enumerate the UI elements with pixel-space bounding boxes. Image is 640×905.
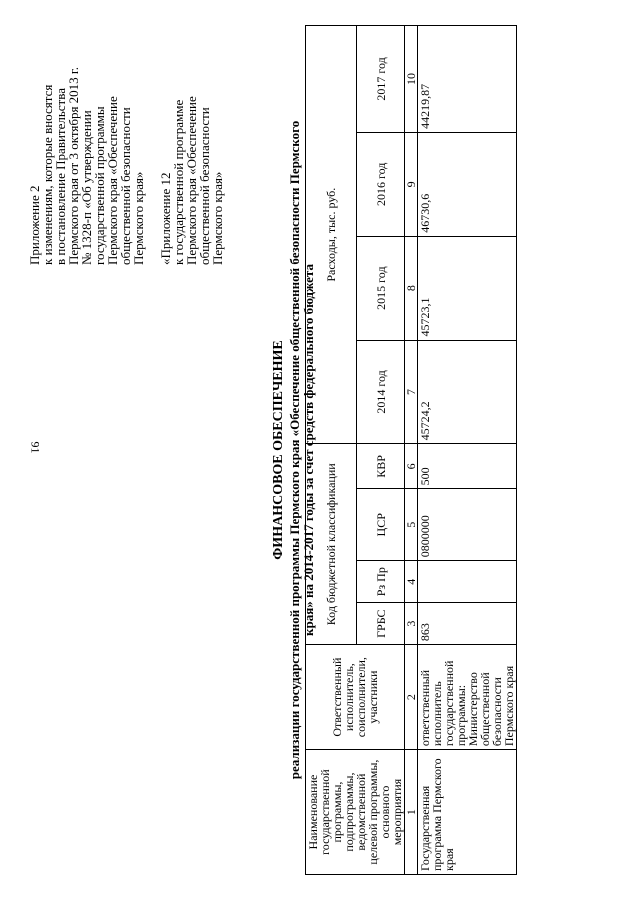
table-row [418, 26, 517, 875]
appendix-line: общественной безопасности [118, 107, 133, 265]
appendix-line: государственной программы [92, 106, 107, 265]
cell-grbs: 863 [418, 603, 517, 645]
appendix-line: «Приложение 12 [158, 172, 173, 265]
cell-2016: 46730,6 [418, 132, 517, 236]
column-number: 5 [405, 489, 418, 561]
title-heading: ФИНАНСОВОЕ ОБЕСПЕЧЕНИЕ [271, 340, 286, 560]
appendix-line: Приложение 2 [27, 185, 42, 265]
column-number: 4 [405, 561, 418, 603]
appendix-line: к государственной программе [171, 99, 186, 265]
appendix-line: общественной безопасности [197, 107, 212, 265]
header-executor: Ответственный исполнитель, соисполнители, участники [306, 645, 405, 750]
cell-2014: 45724,2 [418, 340, 517, 444]
cell-2015: 45723,1 [418, 236, 517, 340]
header-2014: 2014 год [357, 340, 405, 444]
cell-rzpr [418, 561, 517, 603]
column-number: 2 [405, 645, 418, 750]
column-number: 6 [405, 444, 418, 489]
appendix-note [28, 35, 224, 265]
financing-table [305, 25, 517, 875]
column-number: 3 [405, 603, 418, 645]
header-csr: ЦСР [357, 489, 405, 561]
cell-2017: 44219,87 [418, 26, 517, 133]
column-number: 9 [405, 132, 418, 236]
appendix-line: Пермского края» [131, 171, 146, 265]
header-2016: 2016 год [357, 132, 405, 236]
document-sheet [20, 15, 620, 885]
header-budget-code: Код бюджетной классификации [306, 444, 357, 645]
appendix-line: Пермского края» [210, 171, 225, 265]
column-number: 10 [405, 26, 418, 133]
appendix-line: Пермского края от 3 октября 2013 г. [66, 66, 81, 265]
cell-name: Государственная программа Пермского края [418, 750, 517, 875]
header-2017: 2017 год [357, 26, 405, 133]
header-grbs: ГРБС [357, 603, 405, 645]
cell-csr: 0800000 [418, 489, 517, 561]
appendix-line: к изменениям, которые вносятся [40, 84, 55, 265]
appendix-line: № 1328-п «Об утверждении [79, 110, 94, 265]
title-line-2: края» на 2014-2017 годы за счет средств федерального бюджета [301, 264, 316, 636]
page-number: 91 [28, 441, 43, 454]
column-number: 8 [405, 236, 418, 340]
cell-executor: ответственный исполнитель государственной программы: Министерство общественной безопасности Пермского края [418, 645, 517, 750]
column-number: 1 [405, 750, 418, 875]
header-2015: 2015 год [357, 236, 405, 340]
cell-kvr: 500 [418, 444, 517, 489]
header-rzpr: Рз Пр [357, 561, 405, 603]
appendix-line: Пермского края «Обеспечение [105, 96, 120, 265]
title-line-1: реализации государственной программы Пермского края «Обеспечение общественной безопасности Пермского [287, 120, 302, 780]
appendix-line: Пермского края «Обеспечение [184, 96, 199, 265]
header-kvr: КВР [357, 444, 405, 489]
header-name: Наименование государственной программы, подпрограммы, ведомственной целевой программы, основного мероприятия [306, 750, 405, 875]
appendix-line: в постановление Правительства [53, 88, 68, 265]
column-number: 7 [405, 340, 418, 444]
header-expenses: Расходы, тыс. руб. [306, 26, 357, 444]
